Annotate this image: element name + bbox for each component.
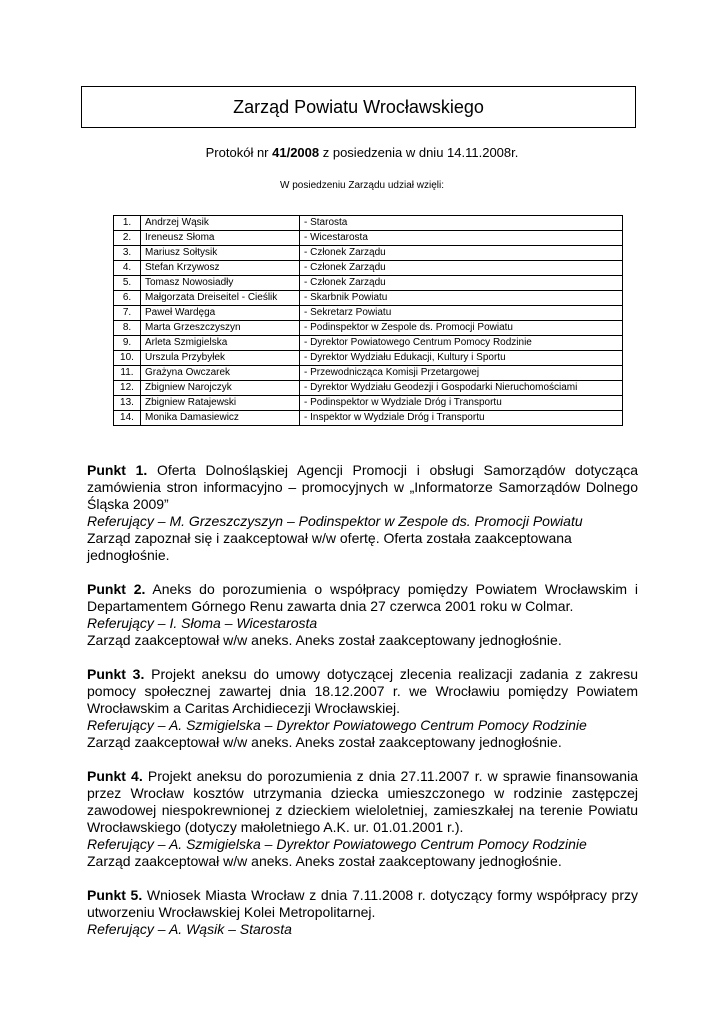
table-row (114, 381, 623, 396)
member-number: 12. (114, 381, 141, 396)
member-role: - Wicestarosta (300, 231, 623, 246)
member-name: Zbigniew Narojczyk (141, 381, 300, 396)
member-name: Tomasz Nowosiadły (141, 276, 300, 291)
point-result: Zarząd zapoznał się i zaakceptował w/w ofertę. Oferta została zaakceptowana jednogłośnie. (87, 530, 572, 563)
member-role: - Inspektor w Wydziale Dróg i Transportu (300, 411, 623, 426)
member-name: Monika Damasiewicz (141, 411, 300, 426)
member-role: - Przewodnicząca Komisji Przetargowej (300, 366, 623, 381)
member-role: - Podinspektor w Zespole ds. Promocji Powiatu (300, 321, 623, 336)
member-name: Zbigniew Ratajewski (141, 396, 300, 411)
member-number: 6. (114, 291, 141, 306)
point-referent: Referujący – A. Szmigielska – Dyrektor Powiatowego Centrum Pomocy Rodzinie (87, 717, 587, 733)
table-row (114, 351, 623, 366)
agenda-point (87, 887, 638, 938)
member-role: - Podinspektor w Wydziale Dróg i Transportu (300, 396, 623, 411)
point-label: Punkt 4. (87, 768, 143, 784)
protocol-suffix: z posiedzenia w dniu 14.11.2008r. (319, 145, 519, 160)
point-referent: Referujący – M. Grzeszczyszyn – Podinspektor w Zespole ds. Promocji Powiatu (87, 513, 583, 529)
point-body (87, 462, 638, 513)
document-title: Zarząd Powiatu Wrocławskiego (233, 96, 484, 117)
member-role: - Sekretarz Powiatu (300, 306, 623, 321)
point-referent: Referujący – A. Wąsik – Starosta (87, 921, 292, 937)
member-role: - Członek Zarządu (300, 246, 623, 261)
agenda-point (87, 768, 638, 870)
member-number: 3. (114, 246, 141, 261)
point-label: Punkt 3. (87, 666, 145, 682)
table-row (114, 396, 623, 411)
point-result: Zarząd zaakceptował w/w aneks. Aneks został zaakceptowany jednogłośnie. (87, 853, 562, 869)
table-row (114, 321, 623, 336)
agenda-point (87, 462, 638, 564)
member-name: Stefan Krzywosz (141, 261, 300, 276)
point-body (87, 581, 638, 615)
member-role: - Dyrektor Wydziału Edukacji, Kultury i Sportu (300, 351, 623, 366)
member-number: 1. (114, 216, 141, 231)
member-name: Ireneusz Słoma (141, 231, 300, 246)
member-number: 2. (114, 231, 141, 246)
member-role: - Starosta (300, 216, 623, 231)
member-name: Arleta Szmigielska (141, 336, 300, 351)
table-row (114, 231, 623, 246)
protocol-line (0, 145, 724, 160)
point-label: Punkt 1. (87, 462, 148, 478)
member-name: Paweł Wardęga (141, 306, 300, 321)
member-role: - Członek Zarządu (300, 261, 623, 276)
point-text: Projekt aneksu do umowy dotyczącej zlecenia realizacji zadania z zakresu pomocy społecznej zawartej dnia 18.12.2007 r. we Wrocławiu pomiędzy Powiatem Wrocławskim a Caritas Archidiecezji Wrocławskiej. (87, 666, 638, 716)
member-role: - Dyrektor Wydziału Geodezji i Gospodarki Nieruchomościami (300, 381, 623, 396)
member-name: Urszula Przybyłek (141, 351, 300, 366)
member-number: 10. (114, 351, 141, 366)
member-role: - Dyrektor Powiatowego Centrum Pomocy Rodzinie (300, 336, 623, 351)
member-name: Andrzej Wąsik (141, 216, 300, 231)
point-body (87, 887, 638, 921)
member-role: - Członek Zarządu (300, 276, 623, 291)
member-number: 5. (114, 276, 141, 291)
point-referent: Referujący – I. Słoma – Wicestarosta (87, 615, 318, 631)
member-number: 13. (114, 396, 141, 411)
member-name: Grażyna Owczarek (141, 366, 300, 381)
point-result: Zarząd zaakceptował w/w aneks. Aneks został zaakceptowany jednogłośnie. (87, 632, 562, 648)
agenda-point (87, 666, 638, 751)
point-referent: Referujący – A. Szmigielska – Dyrektor Powiatowego Centrum Pomocy Rodzinie (87, 836, 587, 852)
point-result: Zarząd zaakceptował w/w aneks. Aneks został zaakceptowany jednogłośnie. (87, 734, 562, 750)
protocol-prefix: Protokół nr (205, 145, 273, 160)
table-row (114, 366, 623, 381)
point-text: Oferta Dolnośląskiej Agencji Promocji i obsługi Samorządów dotycząca zamówienia stron informacyjno – promocyjnych w „Informatorze Samorządów Dolnego Śląska 2009” (87, 462, 638, 512)
table-row (114, 216, 623, 231)
member-name: Mariusz Sołtysik (141, 246, 300, 261)
attendance-heading: W posiedzeniu Zarządu udział wzięli: (280, 180, 444, 191)
agenda-point (87, 581, 638, 649)
point-label: Punkt 5. (87, 887, 143, 903)
protocol-number: 41/2008 (272, 145, 320, 160)
member-name: Małgorzata Dreiseitel - Cieślik (141, 291, 300, 306)
point-text: Projekt aneksu do porozumienia z dnia 27.11.2007 r. w sprawie finansowania przez Wrocław kosztów utrzymania dziecka umieszczonego w rodzinie zastępczej zawodowej niespokrewnionej z dzieckiem wieloletniej, zamieszkałej na terenie Powiatu Wrocławskiego (dotyczy małoletniego A.K. ur. 01.01.2001 r.). (87, 768, 638, 835)
member-number: 7. (114, 306, 141, 321)
table-row (114, 336, 623, 351)
member-name: Marta Grzeszczyszyn (141, 321, 300, 336)
point-body (87, 768, 638, 836)
member-number: 8. (114, 321, 141, 336)
member-number: 14. (114, 411, 141, 426)
table-row (114, 246, 623, 261)
members-table (113, 215, 623, 426)
document-title-box (81, 86, 636, 128)
table-row (114, 306, 623, 321)
point-label: Punkt 2. (87, 581, 146, 597)
member-role: - Skarbnik Powiatu (300, 291, 623, 306)
member-number: 9. (114, 336, 141, 351)
table-row (114, 411, 623, 426)
table-row (114, 261, 623, 276)
table-row (114, 291, 623, 306)
agenda-points (87, 462, 638, 955)
point-text: Aneks do porozumienia o współpracy pomiędzy Powiatem Wrocławskim i Departamentem Górnego Renu zawarta dnia 27 czerwca 2001 roku w Colmar. (87, 581, 638, 614)
point-body (87, 666, 638, 717)
point-text: Wniosek Miasta Wrocław z dnia 7.11.2008 r. dotyczący formy współpracy przy utworzeniu Wrocławskiej Kolei Metropolitarnej. (87, 887, 638, 920)
member-number: 11. (114, 366, 141, 381)
member-number: 4. (114, 261, 141, 276)
table-row (114, 276, 623, 291)
